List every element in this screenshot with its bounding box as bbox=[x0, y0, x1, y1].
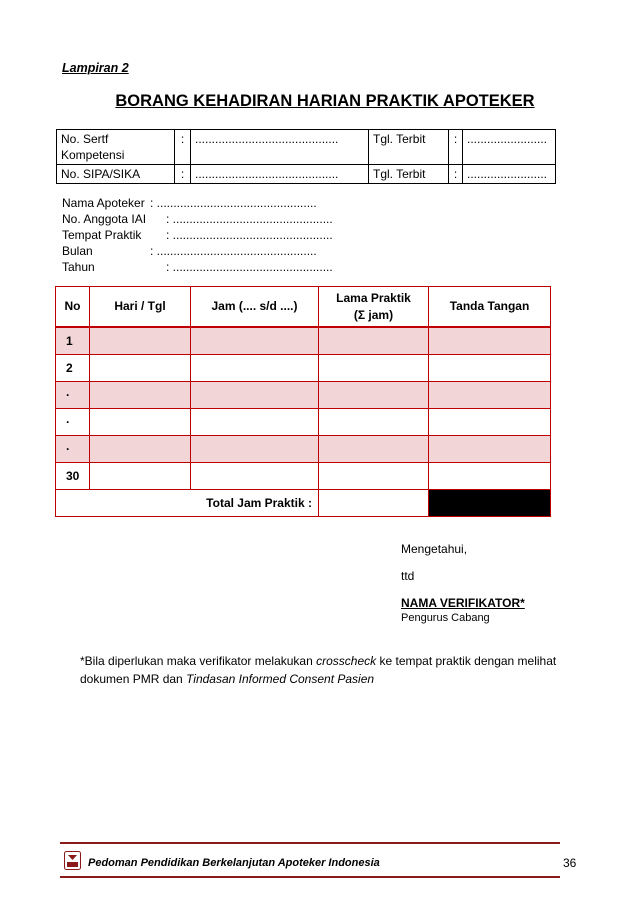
note-italic2: Tindasan Informed Consent Pasien bbox=[186, 672, 375, 686]
page-title: BORANG KEHADIRAN HARIAN PRAKTIK APOTEKER bbox=[115, 92, 535, 110]
cell-hours[interactable] bbox=[191, 436, 319, 463]
cell-signature[interactable] bbox=[429, 327, 551, 355]
cell-hours[interactable] bbox=[191, 463, 319, 490]
note-italic1: crosscheck bbox=[316, 654, 377, 668]
header-day-date: Hari / Tgl bbox=[90, 287, 191, 328]
cell-signature[interactable] bbox=[429, 409, 551, 436]
info-value2: ........................ bbox=[463, 165, 556, 184]
table-row bbox=[56, 436, 551, 463]
acknowledged-label: Mengetahui, bbox=[401, 542, 468, 556]
cell-duration[interactable] bbox=[319, 355, 429, 382]
page-number: 36 bbox=[563, 856, 577, 870]
note-part2: ke tempat praktik dengan melihat dokumen PMR dan bbox=[80, 654, 557, 686]
attendance-header-row bbox=[56, 287, 551, 328]
table-row bbox=[56, 409, 551, 436]
info-table bbox=[56, 129, 556, 184]
info-row bbox=[57, 165, 556, 184]
footer-rule-top bbox=[60, 842, 560, 844]
iai-logo-icon bbox=[64, 851, 81, 870]
info-row bbox=[57, 130, 556, 165]
table-row bbox=[56, 382, 551, 409]
info-colon2: : bbox=[449, 165, 463, 184]
cell-day[interactable] bbox=[90, 355, 191, 382]
field-value-anggota: : ................................................ bbox=[166, 212, 333, 226]
header-duration-line1: Lama Praktik bbox=[336, 290, 411, 305]
info-label: No. Sertf Kompetensi bbox=[57, 130, 175, 165]
footnote bbox=[80, 652, 580, 688]
info-colon: : bbox=[175, 165, 191, 184]
header-duration bbox=[319, 287, 429, 328]
cell-day[interactable] bbox=[90, 327, 191, 355]
header-hours: Jam (.... s/d ....) bbox=[191, 287, 319, 328]
cell-hours[interactable] bbox=[191, 409, 319, 436]
field-value-nama: : ................................................ bbox=[150, 196, 317, 210]
info-label2: Tgl. Terbit bbox=[369, 130, 449, 165]
footer-rule-bottom bbox=[60, 876, 560, 878]
cell-signature[interactable] bbox=[429, 463, 551, 490]
info-label: No. SIPA/SIKA bbox=[57, 165, 175, 184]
info-label2: Tgl. Terbit bbox=[369, 165, 449, 184]
info-colon2: : bbox=[449, 130, 463, 165]
header-duration-line2: (Σ jam) bbox=[353, 307, 394, 322]
cell-day[interactable] bbox=[90, 382, 191, 409]
ttd-label: ttd bbox=[401, 569, 415, 583]
field-value-tahun: : ................................................ bbox=[166, 260, 333, 274]
cell-signature[interactable] bbox=[429, 355, 551, 382]
attachment-label: Lampiran 2 bbox=[62, 61, 129, 75]
header-signature: Tanda Tangan bbox=[429, 287, 551, 328]
cell-day[interactable] bbox=[90, 436, 191, 463]
row-number: · bbox=[56, 436, 90, 463]
cell-day[interactable] bbox=[90, 463, 191, 490]
verifier-name: NAMA VERIFIKATOR* bbox=[401, 596, 525, 610]
cell-signature[interactable] bbox=[429, 382, 551, 409]
field-label-bulan: Bulan bbox=[62, 244, 93, 258]
table-row bbox=[56, 463, 551, 490]
info-colon: : bbox=[175, 130, 191, 165]
row-number: 1 bbox=[56, 327, 90, 355]
field-label-tempat: Tempat Praktik bbox=[62, 228, 142, 242]
cell-signature[interactable] bbox=[429, 436, 551, 463]
attendance-table bbox=[55, 286, 551, 517]
total-blacked-cell bbox=[429, 490, 551, 517]
cell-day[interactable] bbox=[90, 409, 191, 436]
verifier-role: Pengurus Cabang bbox=[401, 612, 490, 624]
cell-hours[interactable] bbox=[191, 355, 319, 382]
info-value: ........................................... bbox=[191, 165, 369, 184]
cell-duration[interactable] bbox=[319, 436, 429, 463]
row-number: 2 bbox=[56, 355, 90, 382]
header-no: No bbox=[56, 287, 90, 328]
field-label-nama: Nama Apoteker bbox=[62, 196, 145, 210]
total-row bbox=[56, 490, 551, 517]
note-part1: *Bila diperlukan maka verifikator melakukan bbox=[80, 654, 317, 668]
field-value-bulan: : ................................................ bbox=[150, 244, 317, 258]
row-number: · bbox=[56, 409, 90, 436]
table-row bbox=[56, 327, 551, 355]
cell-hours[interactable] bbox=[191, 382, 319, 409]
cell-duration[interactable] bbox=[319, 463, 429, 490]
row-number: 30 bbox=[56, 463, 90, 490]
info-value: ........................................... bbox=[191, 130, 369, 165]
field-label-anggota: No. Anggota IAI bbox=[62, 212, 147, 226]
cell-duration[interactable] bbox=[319, 327, 429, 355]
cell-duration[interactable] bbox=[319, 382, 429, 409]
field-value-tempat: : ................................................ bbox=[166, 228, 333, 242]
table-row bbox=[56, 355, 551, 382]
row-number: · bbox=[56, 382, 90, 409]
field-label-tahun: Tahun bbox=[62, 260, 95, 274]
total-label: Total Jam Praktik : bbox=[56, 490, 319, 517]
total-value-cell[interactable] bbox=[319, 490, 429, 517]
cell-duration[interactable] bbox=[319, 409, 429, 436]
info-value2: ........................ bbox=[463, 130, 556, 165]
footer-text: Pedoman Pendidikan Berkelanjutan Apoteker Indonesia bbox=[88, 857, 380, 869]
cell-hours[interactable] bbox=[191, 327, 319, 355]
